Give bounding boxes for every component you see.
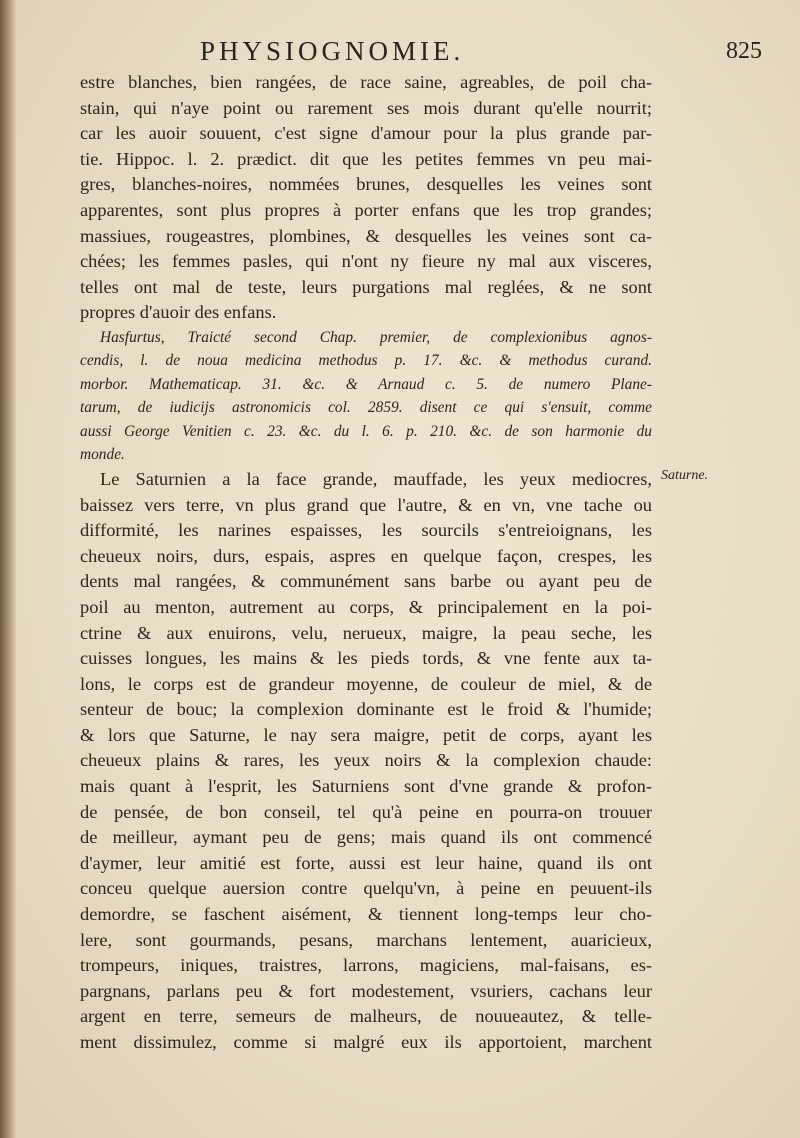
text-line: lons, le corps est de grandeur moyenne, de couleur de miel, & de bbox=[80, 673, 652, 694]
text-line: trompeurs, iniques, traistres, larrons, magiciens, mal-faisans, es- bbox=[80, 955, 652, 976]
text-line: d'aymer, leur amitié est forte, aussi est leur haine, quand ils ont bbox=[80, 852, 652, 873]
text-line: & lors que Saturne, le nay sera maigre, petit de corps, ayant les bbox=[80, 724, 652, 745]
text-line: car les auoir souuent, c'est signe d'amour pour la plus grande par- bbox=[80, 123, 652, 144]
text-line: poil au menton, autrement au corps, & principalement en la poi- bbox=[80, 596, 652, 617]
text-line: conceu quelque auersion contre quelqu'vn, à peine en peuuent-ils bbox=[80, 878, 652, 899]
citation-line: aussi George Venitien c. 23. &c. du l. 6. p. 210. &c. de son harmonie du bbox=[80, 422, 652, 440]
text-line: demordre, se faschent aisément, & tiennent long-temps leur cho- bbox=[80, 904, 652, 925]
citation-line: Hasfurtus, Traicté second Chap. premier, de complexionibus agnos- bbox=[100, 328, 652, 346]
text-line: stain, qui n'aye point ou rarement ses mois durant qu'elle nourrit; bbox=[80, 97, 652, 118]
text-line: tie. Hippoc. l. 2. prædict. dit que les petites femmes vn peu mai- bbox=[80, 148, 652, 169]
text-line: chées; les femmes pasles, qui n'ont ny fieure ny mal aux visceres, bbox=[80, 251, 652, 272]
text-line: de pensée, de bon conseil, tel qu'à peine en pourra-on trouuer bbox=[80, 801, 652, 822]
text-line: senteur de bouc; la complexion dominante est le froid & l'humide; bbox=[80, 699, 652, 720]
citation-line: tarum, de iudicijs astronomicis col. 2859. disent ce qui s'ensuit, comme bbox=[80, 399, 652, 417]
text-line: estre blanches, bien rangées, de race saine, agreables, de poil cha- bbox=[80, 72, 652, 92]
text-line: pargnans, parlans peu & fort modestement, vsuriers, cachans leur bbox=[80, 980, 652, 1001]
text-line: Le Saturnien a la face grande, mauffade, les yeux mediocres, bbox=[100, 468, 652, 489]
citation bbox=[80, 326, 652, 467]
text-line: apparentes, sont plus propres à porter enfans que les trop grandes; bbox=[80, 199, 652, 220]
text-line: baissez vers terre, vn plus grand que l'autre, & en vn, vne tache ou bbox=[80, 494, 652, 515]
text-line: lere, sont gourmands, pesans, marchans lentement, auaricieux, bbox=[80, 929, 652, 950]
text-line: argent en terre, semeurs de malheurs, de nouueautez, & telle- bbox=[80, 1006, 652, 1027]
paragraph-2 bbox=[80, 467, 652, 1056]
citation-line: cendis, l. de noua medicina methodus p. 17. &c. & methodus curand. bbox=[80, 352, 652, 370]
text-line: cheueux plains & rares, les yeux noirs & la complexion chaude: bbox=[80, 750, 652, 771]
page-header bbox=[0, 36, 800, 68]
text-line: propres d'auoir des enfans. bbox=[80, 302, 277, 323]
text-line: ctrine & aux enuirons, velu, nerueux, maigre, la peau seche, les bbox=[80, 622, 652, 643]
citation-line: monde. bbox=[80, 446, 125, 464]
running-title: PHYSIOGNOMIE. bbox=[200, 36, 465, 66]
page-number: 825 bbox=[726, 38, 762, 64]
text-line: ment dissimulez, comme si malgré eux ils apportoient, marchent bbox=[80, 1032, 652, 1052]
text-line: gres, blanches-noires, nommées brunes, desquelles les veines sont bbox=[80, 174, 652, 195]
text-line: dents mal rangées, & communément sans barbe ou ayant peu de bbox=[80, 571, 652, 592]
book-spine-shadow bbox=[0, 0, 16, 1138]
text-line: cuisses longues, les mains & les pieds tords, & vne fente aux ta- bbox=[80, 648, 652, 669]
text-block bbox=[80, 70, 652, 1056]
text-line: telles ont mal de teste, leurs purgations mal reglées, & ne sont bbox=[80, 276, 652, 297]
citation-line: morbor. Mathematicap. 31. &c. & Arnaud c. 5. de numero Plane- bbox=[80, 375, 652, 393]
text-line: cheueux noirs, durs, espais, aspres en quelque façon, crespes, les bbox=[80, 545, 652, 566]
text-line: massiues, rougeastres, plombines, & desquelles les veines sont ca- bbox=[80, 225, 652, 246]
text-line: mais quant à l'esprit, les Saturniens sont d'vne grande & profon- bbox=[80, 776, 652, 797]
text-line: difformité, les narines espaisses, les sourcils s'entreioignans, les bbox=[80, 520, 652, 541]
text-line: de meilleur, aymant peu de gens; mais quand ils ont commencé bbox=[80, 827, 652, 848]
margin-note: Saturne. bbox=[661, 468, 709, 483]
paragraph-1 bbox=[80, 70, 652, 326]
